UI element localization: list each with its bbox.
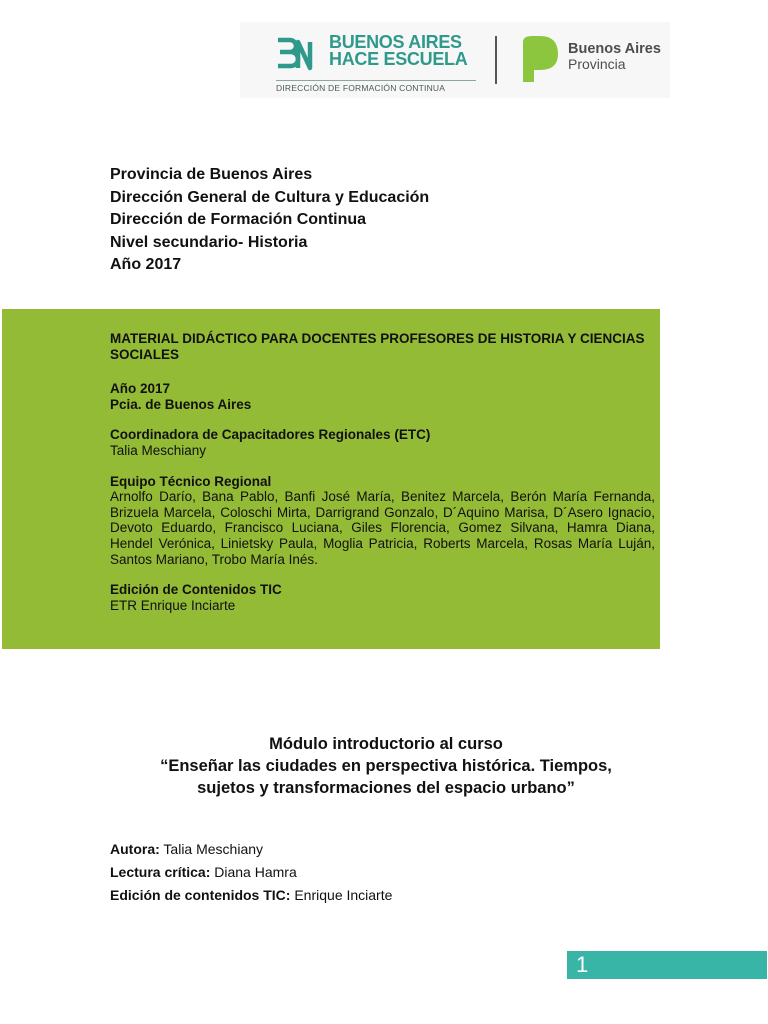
team-members: Arnolfo Darío, Bana Pablo, Banfi José María, Benitez Marcela, Berón María Fernanda, Brizuela Marcela, Coloschi Mirta, Darrigrand Gonzalo, D´Aquino Marisa, D´Asero Ignacio, Devoto Eduardo, Francisco Luciana, Giles Florencia, Gomez Silvana, Hamra Diana, Hendel Verónica, Linietsky Paula, Moglia Patricia, Roberts Marcela, Rosas María Luján, Santos Mariano, Trobo María Inés.	[110, 489, 655, 567]
credit-author-value: Talia Meschiany	[163, 841, 264, 857]
pba-logo-subtitle: Provincia	[568, 56, 626, 72]
pba-logo-title: Buenos Aires	[568, 41, 661, 57]
logo-band	[240, 22, 670, 98]
module-title-line2: “Enseñar las ciudades en perspectiva histórica. Tiempos,	[160, 757, 612, 775]
credits-list	[110, 838, 510, 907]
credit-review-label: Lectura crítica:	[110, 864, 211, 880]
logo-divider	[495, 36, 497, 84]
header-line-province: Provincia de Buenos Aires	[110, 166, 313, 183]
bahe-logo-subtitle: DIRECCIÓN DE FORMACIÓN CONTINUA	[276, 80, 476, 93]
credit-review	[110, 861, 510, 884]
credit-tic	[110, 884, 510, 907]
header-line-nivel: Nivel secundario- Historia	[110, 233, 308, 251]
material-place: Pcia. de Buenos Aires	[110, 396, 252, 412]
module-title	[110, 733, 662, 799]
tic-name: ETR Enrique Inciarte	[110, 597, 236, 613]
page-number-badge	[567, 951, 767, 979]
buenos-aires-provincia-logo-icon	[520, 34, 560, 84]
tic-heading: Edición de Contenidos TIC	[110, 582, 282, 598]
bahe-logo-line1: BUENOS AIRES	[329, 32, 462, 52]
module-title-line3: sujetos y transformaciones del espacio urbano”	[197, 779, 575, 797]
tic-section	[110, 582, 655, 613]
bahe-logo-title	[329, 34, 469, 68]
coordinator-heading: Coordinadora de Capacitadores Regionales (ETC)	[110, 427, 431, 443]
buenos-aires-hace-escuela-logo-icon	[274, 34, 322, 74]
coordinator-name: Talia Meschiany	[110, 442, 207, 458]
header-line-year: Año 2017	[110, 256, 182, 273]
material-info-content	[110, 331, 655, 613]
material-year-place	[110, 381, 655, 412]
header-line-direccion-general: Dirección General de Cultura y Educación	[110, 188, 430, 206]
team-section	[110, 474, 655, 568]
credit-author	[110, 838, 510, 861]
material-info-box	[2, 309, 660, 649]
bahe-logo-line2: HACE ESCUELA	[329, 49, 468, 69]
coordinator-section	[110, 427, 655, 458]
credit-review-value: Diana Hamra	[214, 864, 297, 880]
page-number: 1	[576, 952, 589, 977]
document-header	[110, 164, 570, 277]
module-title-line1: Módulo introductorio al curso	[269, 735, 503, 753]
credit-tic-label: Edición de contenidos TIC:	[110, 887, 291, 903]
credit-tic-value: Enrique Inciarte	[294, 887, 393, 903]
material-title: MATERIAL DIDÁCTICO PARA DOCENTES PROFESORES DE HISTORIA Y CIENCIAS SOCIALES	[110, 331, 645, 362]
team-heading: Equipo Técnico Regional	[110, 473, 272, 489]
header-line-formacion-continua: Dirección de Formación Continua	[110, 211, 367, 228]
credit-author-label: Autora:	[110, 841, 160, 857]
material-year: Año 2017	[110, 381, 171, 397]
